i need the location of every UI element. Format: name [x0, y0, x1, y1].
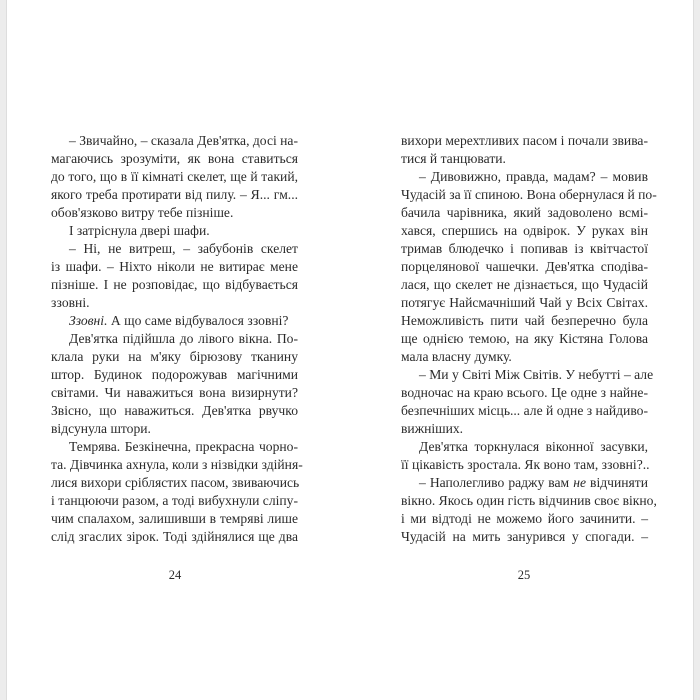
text-line	[401, 276, 648, 294]
line-text: відчиняти	[585, 475, 648, 490]
line-text: світами. Чи наважиться вона визирнути?	[51, 385, 298, 400]
line-text: до того, що в її кімнаті скелет, ще й такий,	[51, 169, 298, 184]
text-line	[51, 348, 298, 366]
line-text: її цікавість зростала. Як воно там, ззовні?..	[401, 457, 650, 472]
text-line	[51, 204, 298, 222]
line-text: Темрява. Безкінечна, прекрасна чорно-	[69, 439, 298, 454]
page-number-right: 25	[517, 568, 531, 582]
text-line	[401, 348, 648, 366]
text-line	[51, 222, 298, 240]
line-text: штор. Будинок подорожував магічними	[51, 367, 298, 382]
text-line	[401, 366, 654, 384]
line-text: пізніше. І не розповідає, що відбувається	[51, 277, 298, 292]
text-line	[51, 474, 298, 492]
page-number-left: 24	[168, 568, 182, 582]
line-text: вижніших.	[401, 421, 464, 436]
line-text: вікно. Якось один гість відчинив своє вікно,	[401, 493, 657, 508]
text-line	[51, 420, 298, 438]
text-line	[401, 456, 648, 474]
text-line	[401, 510, 648, 528]
page-edge-right	[693, 0, 700, 700]
text-line	[51, 402, 298, 420]
line-text: бачила чарівника, який задоволено всмі-	[401, 205, 648, 220]
text-line	[51, 168, 298, 186]
text-line	[51, 186, 298, 204]
text-line	[51, 240, 298, 258]
line-text: із шафи. – Ніхто ніколи не витирає мене	[51, 259, 298, 274]
text-line	[51, 384, 298, 402]
line-text: тися й танцювати.	[401, 151, 506, 166]
text-line	[51, 150, 298, 168]
text-line	[51, 456, 303, 474]
line-text: порцелянової чашечки. Дев'ятка сподіва-	[401, 259, 648, 274]
line-text: хався, спершись на одвірок. У руках він	[401, 223, 648, 238]
line-text: та. Дівчинка ахнула, коли з нізвідки здійня-	[51, 457, 303, 472]
text-line	[51, 366, 298, 384]
text-line	[51, 294, 298, 312]
text-line	[401, 132, 648, 150]
right-page-text	[401, 132, 657, 546]
line-text: Звісно, що наважиться. Дев'ятка рвучко	[51, 403, 298, 418]
line-text: ще однією темою, на яку Кістяна Голова	[401, 331, 648, 346]
line-text: тримав блюдечко і попивав із квітчастої	[401, 241, 648, 256]
text-line	[51, 492, 298, 510]
text-line	[401, 330, 648, 348]
text-line	[401, 204, 648, 222]
line-text: Дев'ятка підійшла до лівого вікна. По-	[69, 331, 298, 346]
text-line	[51, 528, 298, 546]
text-line	[401, 312, 648, 330]
text-line	[401, 420, 648, 438]
italic-text: не	[573, 475, 586, 490]
text-line	[51, 276, 298, 294]
text-line	[401, 168, 648, 186]
line-text: якого треба протирати від пилу. – Я... гм...	[51, 187, 298, 202]
line-text: Чудасій за її спиною. Вона обернулася й по-	[401, 187, 657, 202]
line-text: обов'язково витру тебе пізніше.	[51, 205, 234, 220]
line-text: і танцюючи разом, а тоді вибухнули сліпу-	[51, 493, 298, 508]
text-line	[401, 150, 648, 168]
text-line	[401, 384, 648, 402]
line-text: і ми відтоді не можемо його зачинити. –	[401, 511, 648, 526]
page-edge-left	[0, 0, 7, 700]
text-line	[401, 258, 648, 276]
line-text: клала руки на м'яку бірюзову тканину	[51, 349, 298, 364]
text-line	[51, 312, 298, 330]
line-text: – Наполегливо раджу вам	[419, 475, 574, 490]
text-line	[51, 438, 298, 456]
line-text: – Звичайно, – сказала Дев'ятка, досі на-	[69, 133, 298, 148]
line-text: чим спалахом, залишивши в темряві лише	[51, 511, 298, 526]
line-text: слід згаслих зірок. Тоді здійнялися ще два	[51, 529, 298, 544]
line-text: магаючись зрозуміти, як вона ставиться	[51, 151, 298, 166]
line-text: безпечніших місць... але й одне з найдиво-	[401, 403, 648, 418]
line-text: вихори мерехтливих пасом і почали звива-	[401, 133, 648, 148]
text-line	[401, 528, 648, 546]
text-line	[51, 510, 298, 528]
text-line	[401, 492, 657, 510]
line-text: водночас на краю всього. Це одне з найне-	[401, 385, 648, 400]
line-text: Неможливість пити чай безперечно була	[401, 313, 648, 328]
line-text: відсунула штори.	[51, 421, 151, 436]
text-line	[401, 294, 648, 312]
italic-text: Ззовні.	[69, 313, 108, 328]
line-text: потягує Найсмачніший Чай у Всіх Світах.	[401, 295, 648, 310]
line-text: – Дивовижно, правда, мадам? – мовив	[419, 169, 648, 184]
text-line	[51, 258, 298, 276]
text-line	[401, 186, 657, 204]
line-text: – Ми у Світі Між Світів. У небутті – але	[419, 367, 654, 382]
text-line	[51, 132, 298, 150]
line-text: А що саме відбувалося ззовні?	[107, 313, 289, 328]
text-line	[401, 240, 648, 258]
line-text: – Ні, не витреш, – забубонів скелет	[69, 241, 298, 256]
text-line	[401, 474, 648, 492]
text-line	[401, 402, 648, 420]
line-text: Чудасій на мить занурився у спогади. –	[401, 529, 648, 544]
line-text: І затріснула двері шафи.	[69, 223, 210, 238]
text-line	[401, 222, 648, 240]
line-text: лися вихори сріблястих пасом, звиваючись	[51, 475, 300, 490]
line-text: лася, що скелет не дізнається, що Чудасій	[401, 277, 648, 292]
line-text: мала власну думку.	[401, 349, 512, 364]
text-line	[51, 330, 298, 348]
text-line	[401, 438, 648, 456]
line-text: Дев'ятка торкнулася віконної засувки,	[419, 439, 648, 454]
left-page-text	[51, 132, 303, 546]
line-text: ззовні.	[51, 295, 90, 310]
